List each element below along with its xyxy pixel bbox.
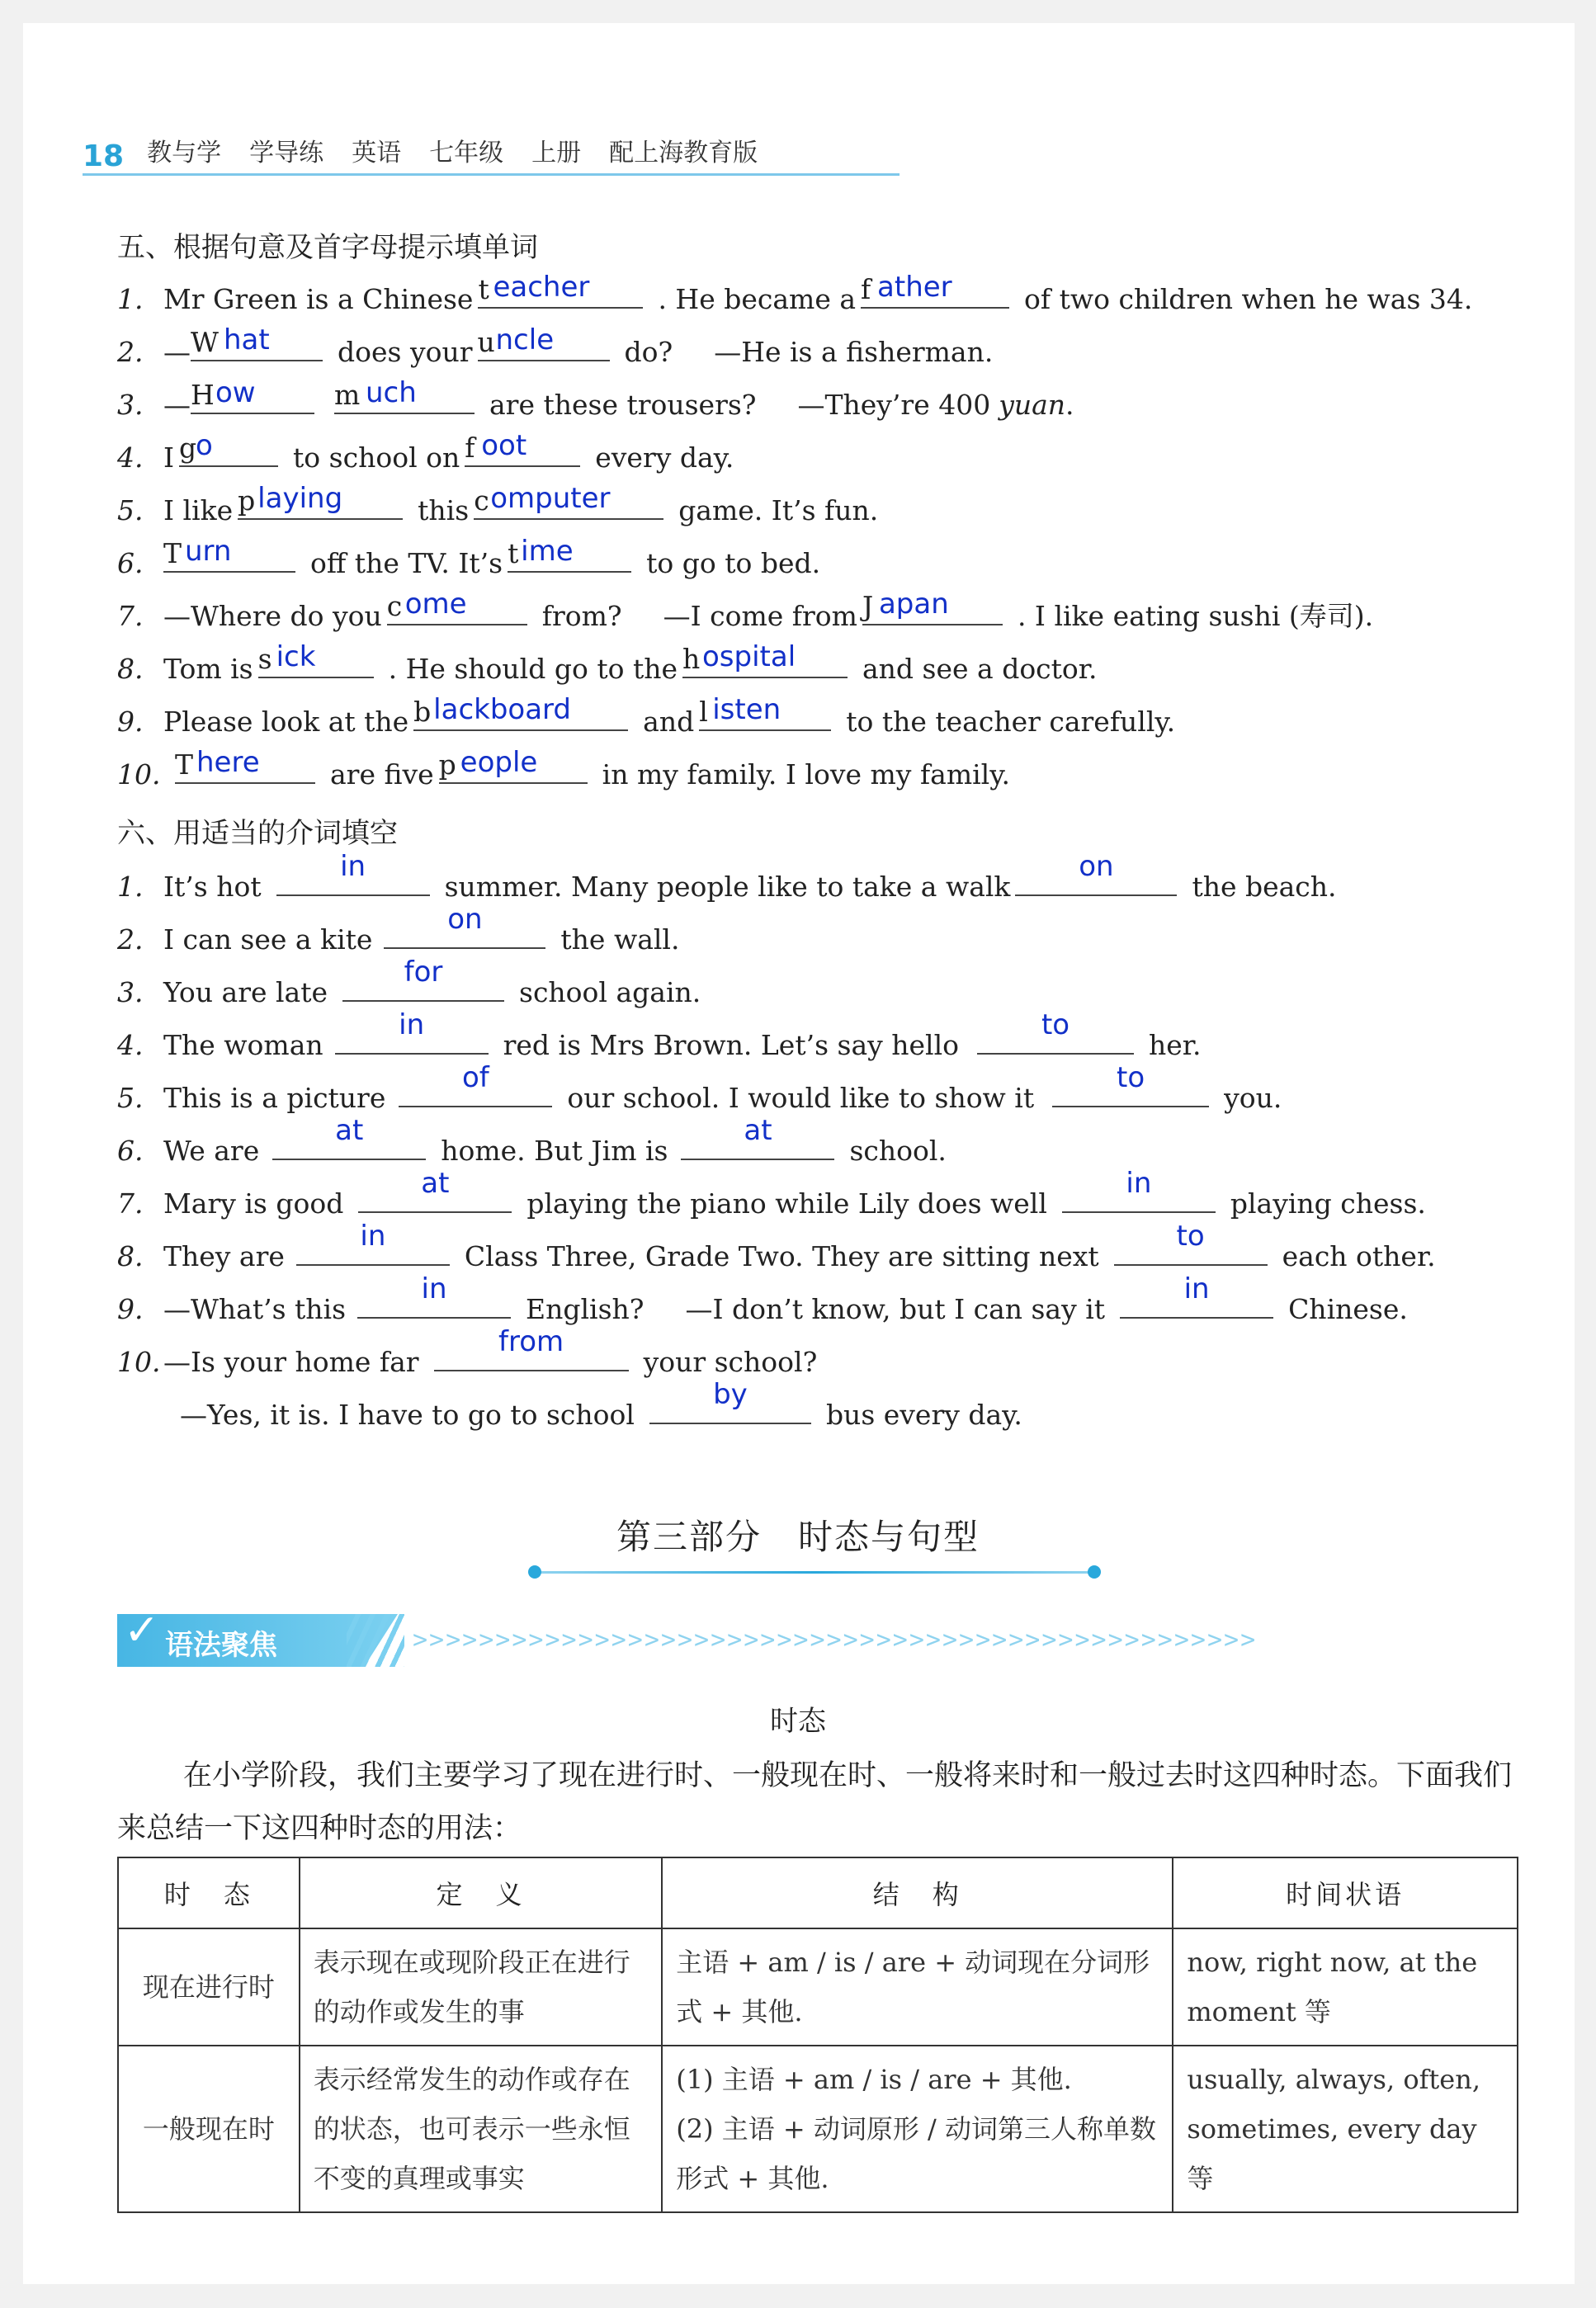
answer-blank[interactable] xyxy=(681,1114,834,1160)
question-text: to school on xyxy=(293,441,460,474)
question-text: The woman xyxy=(163,1029,323,1061)
question-number: 9. xyxy=(117,1293,144,1325)
answer-blank[interactable] xyxy=(296,1220,450,1266)
question-text: from? xyxy=(541,600,622,632)
answer-blank[interactable] xyxy=(191,323,323,361)
answer-text: lackboard xyxy=(433,693,572,726)
answer-blank[interactable] xyxy=(276,850,430,896)
letter-hint: J xyxy=(862,590,874,622)
adverbial-cell: now, right now, at the moment 等 xyxy=(1173,1928,1518,2046)
answer-blank[interactable] xyxy=(1015,850,1177,896)
question xyxy=(117,1272,1408,1325)
structure-line: (2) 主语 + 动词原形 / 动词第三人称单数形式 + 其他. xyxy=(676,2113,1157,2194)
tense-cell: 一般现在时 xyxy=(118,2046,300,2212)
question-number: 10. xyxy=(117,758,161,791)
intro-paragraph: 在小学阶段，我们主要学习了现在进行时、一般现在时、一般将来时和一般过去时这四种时态。下面我们来总结一下这四种时态的用法： xyxy=(117,1759,1513,1845)
answer-text: from xyxy=(498,1325,564,1358)
answer-blank[interactable] xyxy=(399,1061,552,1107)
letter-hint: l xyxy=(699,696,708,728)
question-number: 1. xyxy=(117,871,144,903)
answer-text: in xyxy=(1183,1272,1210,1305)
question-text: bus every day. xyxy=(825,1399,1022,1431)
question-text: —I come from xyxy=(663,600,857,632)
answer-blank[interactable] xyxy=(862,588,1003,625)
answer-text: for xyxy=(404,956,443,989)
letter-hint: h xyxy=(682,643,701,675)
letter-hint: u xyxy=(477,326,495,358)
question-text: does your xyxy=(338,336,473,368)
table-header: 结 构 xyxy=(662,1857,1173,1928)
answer-text: on xyxy=(447,903,483,936)
answer-blank[interactable] xyxy=(334,376,475,414)
letter-hint: g xyxy=(179,432,197,464)
answer-text: at xyxy=(744,1114,772,1147)
answer-blank[interactable] xyxy=(699,693,831,731)
answer-text: in xyxy=(1126,1167,1152,1200)
answer-text: o xyxy=(196,429,213,462)
header-item: 上册 xyxy=(531,139,582,168)
answer-text: on xyxy=(1079,850,1114,883)
table-header-row xyxy=(118,1857,1518,1928)
question-text: do? xyxy=(624,336,673,368)
question-text: game. It’s fun. xyxy=(678,494,879,526)
answer-text: eople xyxy=(460,746,538,779)
question xyxy=(117,1061,1282,1114)
answer-blank[interactable] xyxy=(413,693,628,731)
question-text: red is Mrs Brown. Let’s say hello xyxy=(503,1029,960,1061)
question xyxy=(117,271,1473,315)
question-number: 7. xyxy=(117,600,144,632)
letter-hint: H xyxy=(191,379,215,411)
question xyxy=(117,640,1098,685)
table-row xyxy=(118,1928,1518,2046)
answer-text: apan xyxy=(878,588,949,621)
question-text: to go to bed. xyxy=(646,547,821,579)
answer-text: to xyxy=(1117,1061,1145,1094)
question-text: —Yes, it is. I have to go to school xyxy=(180,1399,635,1431)
question-text: are these trousers? xyxy=(489,389,757,421)
question-text: Chinese. xyxy=(1288,1293,1408,1325)
answer-text: isten xyxy=(712,693,781,726)
answer-blank[interactable] xyxy=(478,271,643,309)
answer-blank[interactable] xyxy=(1052,1061,1209,1107)
question-number: 9. xyxy=(117,706,144,738)
answer-text: in xyxy=(340,850,366,883)
answer-text: to xyxy=(1176,1220,1205,1253)
structure-line: (1) 主语 + am / is / are + 其他. xyxy=(676,2064,1072,2095)
tense-cell: 现在进行时 xyxy=(118,1928,300,2046)
answer-blank[interactable] xyxy=(358,1167,512,1213)
question-text: . xyxy=(1065,389,1074,421)
question-number: 2. xyxy=(117,336,144,368)
answer-blank[interactable] xyxy=(163,535,295,573)
adverbial-cell: usually, always, often, sometimes, every day 等 xyxy=(1173,2046,1518,2212)
subheading: 时态 xyxy=(770,1705,826,1738)
answer-text: ospital xyxy=(702,640,796,673)
question xyxy=(117,1220,1436,1272)
question-number: 4. xyxy=(117,441,144,474)
question-text: —They’re 400 xyxy=(797,389,991,421)
underline-dot-right xyxy=(1088,1565,1101,1579)
answer-blank[interactable] xyxy=(384,903,545,949)
answer-text: ow xyxy=(215,376,256,409)
question-text: I can see a kite xyxy=(163,923,373,956)
question-number: 8. xyxy=(117,653,144,685)
question xyxy=(117,850,1337,903)
question-text: of two children when he was 34. xyxy=(1024,283,1473,315)
question-number: 10. xyxy=(117,1346,161,1378)
header-item: 学导练 xyxy=(249,139,324,168)
structure-cell: 主语 + am / is / are + 动词现在分词形式 + 其他. xyxy=(662,1928,1173,2046)
answer-blank[interactable] xyxy=(386,588,527,625)
answer-blank[interactable] xyxy=(257,640,374,678)
answer-text: ather xyxy=(877,271,952,304)
question-text: to the teacher carefully. xyxy=(846,706,1176,738)
question xyxy=(117,323,994,368)
table-header: 时 态 xyxy=(118,1857,300,1928)
question-text: This is a picture xyxy=(163,1082,386,1114)
answer-text: laying xyxy=(257,482,343,515)
answer-text: at xyxy=(421,1167,450,1200)
question-number: 6. xyxy=(117,547,144,579)
question-text: playing chess. xyxy=(1230,1187,1426,1220)
question-text: playing the piano while Lily does well xyxy=(526,1187,1047,1220)
section-title: 五、根据句意及首字母提示填单词 xyxy=(117,231,538,264)
question-text: —He is a fisherman. xyxy=(714,336,994,368)
arrow-divider: >>>>>>>>>>>>>>>>>>>>>>>>>>>>>>>>>>>>>>>>>>>>>>>>>>> xyxy=(413,1626,1258,1654)
question-text: our school. I would like to show it xyxy=(567,1082,1035,1114)
answer-text: in xyxy=(360,1220,386,1253)
answer-blank[interactable] xyxy=(191,376,314,414)
answer-blank[interactable] xyxy=(474,482,663,520)
question-text: I xyxy=(163,441,175,474)
answer-text: omputer xyxy=(490,482,611,515)
letter-hint: p xyxy=(238,484,256,517)
question-text: Mr Green is a Chinese xyxy=(163,283,474,315)
answer-text: ick xyxy=(276,640,316,673)
question-number: 6. xyxy=(117,1135,144,1167)
header-item: 英语 xyxy=(352,139,402,168)
answer-text: hat xyxy=(224,323,270,356)
letter-hint: c xyxy=(474,484,489,517)
question-text: the wall. xyxy=(560,923,680,956)
answer-blank[interactable] xyxy=(335,1008,489,1055)
question-text: — xyxy=(163,336,191,368)
question xyxy=(117,1114,947,1167)
answer-text: ome xyxy=(404,588,467,621)
question-text: . He became a xyxy=(658,283,857,315)
question-text: home. But Jim is xyxy=(441,1135,668,1167)
question xyxy=(117,588,1374,632)
answer-blank[interactable] xyxy=(682,640,848,678)
letter-hint: f xyxy=(465,432,475,464)
question xyxy=(117,429,734,474)
question-number: 5. xyxy=(117,494,144,526)
question-number: 5. xyxy=(117,1082,144,1114)
tense-table xyxy=(117,1857,1518,2213)
banner-stripes xyxy=(347,1614,404,1667)
question-number: 3. xyxy=(117,389,144,421)
answer-text: in xyxy=(421,1272,447,1305)
check-icon: ✓ xyxy=(124,1606,160,1655)
definition-cell: 表示现在或现阶段正在进行的动作或发生的事 xyxy=(300,1928,662,2046)
section-title: 六、用适当的介词填空 xyxy=(117,817,398,850)
letter-hint: T xyxy=(163,537,182,569)
answer-blank[interactable] xyxy=(477,323,610,361)
question xyxy=(117,1008,1202,1061)
letter-hint: b xyxy=(413,696,432,728)
question-number: 3. xyxy=(117,976,144,1008)
question xyxy=(117,746,1010,791)
question-text: yuan xyxy=(999,389,1066,421)
letter-hint: t xyxy=(508,537,519,569)
question-text: you. xyxy=(1224,1082,1282,1114)
letter-hint: m xyxy=(334,379,361,411)
answer-blank[interactable] xyxy=(508,535,631,573)
answer-blank[interactable] xyxy=(179,429,278,467)
page-number: 18 xyxy=(83,139,125,173)
question xyxy=(117,956,701,1008)
answer-blank[interactable] xyxy=(238,482,403,520)
question xyxy=(117,376,1074,421)
letter-hint: t xyxy=(478,273,489,305)
answer-blank[interactable] xyxy=(977,1008,1134,1055)
question-text: each other. xyxy=(1282,1240,1436,1272)
question xyxy=(117,693,1176,738)
question-text: —Is your home far xyxy=(163,1346,419,1378)
table-row xyxy=(118,2046,1518,2212)
letter-hint: p xyxy=(438,748,456,781)
question-text: They are xyxy=(163,1240,285,1272)
question-text: every day. xyxy=(595,441,734,474)
answer-blank[interactable] xyxy=(465,429,580,467)
answer-blank[interactable] xyxy=(272,1114,426,1160)
question-text: Mary is good xyxy=(163,1187,344,1220)
question-text: off the TV. It’s xyxy=(310,547,503,579)
header-item: 七年级 xyxy=(429,139,504,168)
question-text: school again. xyxy=(519,976,701,1008)
question-text: —I don’t know, but I can say it xyxy=(685,1293,1106,1325)
question-text: You are late xyxy=(163,976,328,1008)
answer-blank[interactable] xyxy=(649,1378,811,1424)
question-text: the beach. xyxy=(1192,871,1337,903)
answer-text: at xyxy=(335,1114,364,1147)
answer-text: ime xyxy=(521,535,574,568)
answer-text: by xyxy=(713,1378,748,1411)
question-text: and xyxy=(643,706,695,738)
header-item: 配上海教育版 xyxy=(609,139,758,168)
structure-cell xyxy=(662,2046,1173,2212)
letter-hint: f xyxy=(861,273,871,305)
table-header: 时间状语 xyxy=(1173,1857,1518,1928)
answer-blank[interactable] xyxy=(1120,1272,1273,1319)
question-text: —Where do you xyxy=(163,600,382,632)
question xyxy=(117,482,879,526)
question-text: and see a doctor. xyxy=(862,653,1098,685)
question-text: — xyxy=(163,389,191,421)
letter-hint: W xyxy=(191,326,219,358)
question-number: 1. xyxy=(117,283,144,315)
question-text: her. xyxy=(1149,1029,1202,1061)
question-number: 7. xyxy=(117,1187,144,1220)
answer-text: eacher xyxy=(493,271,590,304)
question-continuation xyxy=(180,1378,1022,1431)
question-text: . I like eating sushi (寿司). xyxy=(1017,600,1374,632)
table-header: 定 义 xyxy=(300,1857,662,1928)
answer-blank[interactable] xyxy=(1062,1167,1216,1213)
question-text: I like xyxy=(163,494,234,526)
answer-blank[interactable] xyxy=(1114,1220,1268,1266)
question-text: Class Three, Grade Two. They are sitting next xyxy=(464,1240,1099,1272)
question xyxy=(117,1167,1426,1220)
question-text: summer. Many people like to take a walk xyxy=(444,871,1011,903)
question-text: your school? xyxy=(643,1346,818,1378)
answer-blank[interactable] xyxy=(861,271,1009,309)
question xyxy=(117,903,680,956)
question-text: —What’s this xyxy=(163,1293,347,1325)
part-title: 第三部分 时态与句型 xyxy=(616,1517,980,1557)
answer-text: urn xyxy=(185,535,232,568)
question xyxy=(117,535,821,579)
answer-blank[interactable] xyxy=(175,746,315,784)
letter-hint: T xyxy=(175,748,194,781)
letter-hint: s xyxy=(257,643,272,675)
answer-text: ncle xyxy=(495,323,555,356)
banner-label: 语法聚焦 xyxy=(165,1629,277,1662)
answer-text: to xyxy=(1041,1008,1070,1041)
answer-blank[interactable] xyxy=(342,956,504,1002)
question-number: 2. xyxy=(117,923,144,956)
page-header xyxy=(83,124,900,176)
answer-text: here xyxy=(196,746,260,779)
answer-blank[interactable] xyxy=(357,1272,511,1319)
question-text: Please look at the xyxy=(163,706,409,738)
answer-text: in xyxy=(399,1008,425,1041)
answer-text: of xyxy=(461,1061,489,1094)
answer-text: uch xyxy=(366,376,417,409)
letter-hint: c xyxy=(386,590,403,622)
question-text: We are xyxy=(163,1135,260,1167)
question-text: It’s hot xyxy=(163,871,262,903)
question xyxy=(117,1325,818,1378)
answer-blank[interactable] xyxy=(434,1325,629,1371)
question-number: 8. xyxy=(117,1240,144,1272)
answer-blank[interactable] xyxy=(438,746,588,784)
question-text: this xyxy=(418,494,470,526)
question-text: in my family. I love my family. xyxy=(602,758,1010,791)
question-text: are five xyxy=(330,758,434,791)
underline-dot-left xyxy=(528,1565,541,1579)
question-number: 4. xyxy=(117,1029,144,1061)
question-text: . He should go to the xyxy=(388,653,678,685)
header-item: 教与学 xyxy=(147,139,222,168)
title-underline xyxy=(535,1571,1096,1574)
definition-cell: 表示经常发生的动作或存在的状态，也可表示一些永恒不变的真理或事实 xyxy=(300,2046,662,2212)
answer-text: oot xyxy=(481,429,527,462)
question-text: school. xyxy=(849,1135,947,1167)
question-text: Tom is xyxy=(163,653,253,685)
question-text: English? xyxy=(526,1293,645,1325)
